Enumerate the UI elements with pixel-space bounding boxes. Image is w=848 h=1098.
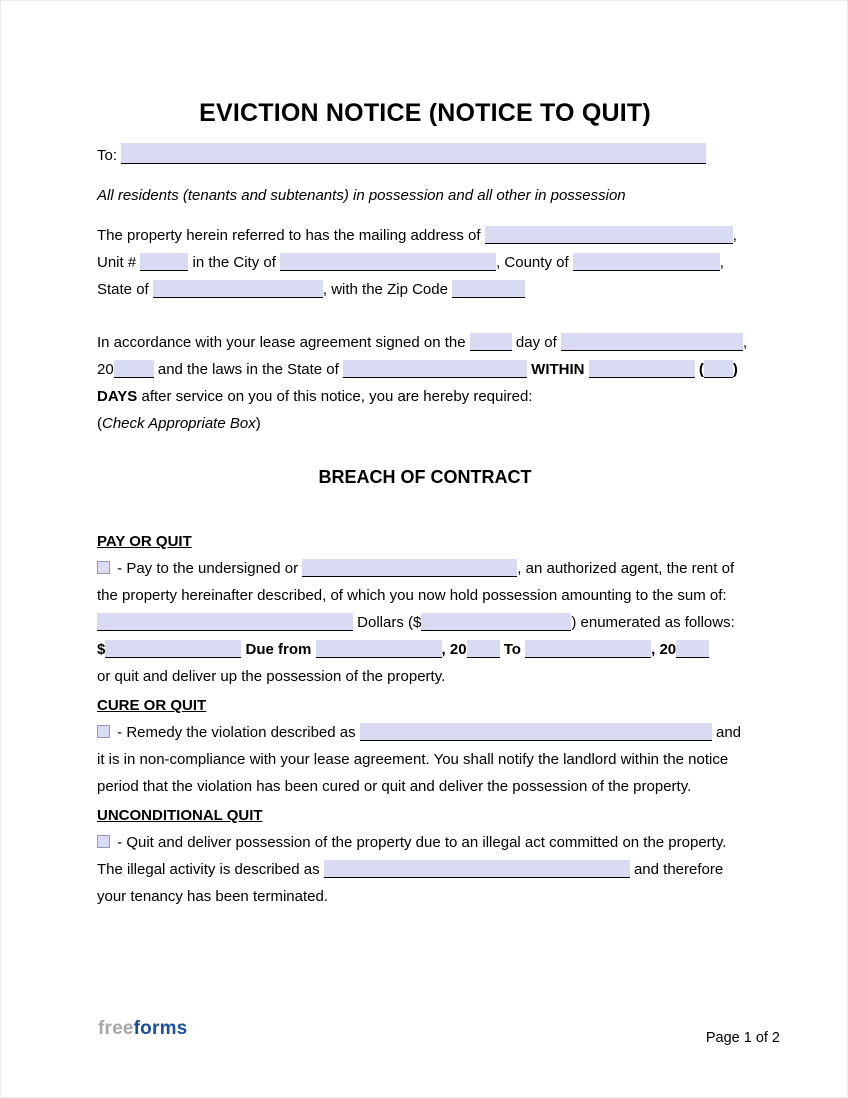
- amount-number-field[interactable]: [421, 613, 571, 631]
- document-content: [97, 1, 753, 910]
- brand-free-text: free: [98, 1018, 134, 1039]
- cure-or-quit-checkbox[interactable]: [97, 725, 110, 738]
- pay-text-1: - Pay to the undersigned or: [117, 560, 299, 577]
- lease-text-2: and the laws in the State of: [157, 361, 339, 378]
- illegal-activity-field[interactable]: [324, 860, 630, 878]
- property-paragraph: [97, 222, 753, 303]
- unconditional-line-1: [97, 829, 753, 856]
- property-comma-1: ,: [732, 227, 737, 244]
- lease-line-3: [97, 383, 753, 410]
- unconditional-quit-checkbox[interactable]: [97, 835, 110, 848]
- unconditional-line-3: your tenancy has been terminated.: [97, 888, 328, 905]
- signed-month-field[interactable]: [561, 333, 743, 351]
- year-prefix: 20: [97, 361, 114, 378]
- cure-line-3: period that the violation has been cured or quit and deliver the possession of the property.: [97, 778, 692, 795]
- pay-or-quit-checkbox[interactable]: [97, 561, 110, 574]
- days-label: DAYS: [97, 388, 138, 405]
- zip-field[interactable]: [452, 280, 525, 298]
- cure-line-1: [97, 719, 753, 746]
- lease-line-1: [97, 329, 753, 356]
- property-line-3: [97, 276, 753, 303]
- within-days-number-field[interactable]: [704, 360, 733, 378]
- page-title: EVICTION NOTICE (NOTICE TO QUIT): [199, 99, 651, 127]
- due-to-date-field[interactable]: [525, 640, 651, 658]
- city-field[interactable]: [280, 253, 496, 271]
- pay-line-2: the property hereinafter described, of which you now hold possession amounting to the sum of:: [97, 587, 727, 604]
- cure-or-quit-heading: [97, 692, 753, 719]
- pay-line-1: [97, 555, 753, 582]
- lease-line-2: [97, 356, 753, 383]
- note-paren-close: ): [255, 415, 261, 432]
- zip-label: , with the Zip Code: [322, 281, 448, 298]
- dollar-sign: $: [97, 641, 106, 658]
- state-field[interactable]: [153, 280, 323, 298]
- lease-comma-1: ,: [742, 334, 748, 351]
- unconditional-line-2: [97, 856, 753, 883]
- cure-line-2: it is in non-compliance with your lease agreement. You shall notify the landlord within the notice: [97, 751, 729, 768]
- property-comma-2: ,: [719, 254, 724, 271]
- cure-text-2: and: [715, 724, 742, 741]
- unconditional-quit-paragraph: [97, 829, 753, 910]
- enumerated-label: ) enumerated as follows:: [571, 614, 735, 631]
- cure-text-1: - Remedy the violation described as: [117, 724, 356, 741]
- violation-description-field[interactable]: [360, 723, 712, 741]
- pay-line-5: or quit and deliver up the possession of the property.: [97, 668, 446, 685]
- mailing-address-field[interactable]: [485, 226, 733, 244]
- due-from-label: Due from: [245, 641, 312, 658]
- due-from-year-field[interactable]: [467, 640, 500, 658]
- brand-forms-text: forms: [133, 1018, 188, 1039]
- pay-line-3: [97, 609, 753, 636]
- county-label: , County of: [496, 254, 569, 271]
- unit-label: Unit #: [97, 254, 137, 271]
- pay-or-quit-heading: [97, 528, 753, 555]
- freeforms-logo: [98, 1018, 187, 1040]
- county-field[interactable]: [573, 253, 720, 271]
- due-from-year-prefix: , 20: [441, 641, 467, 658]
- signed-day-field[interactable]: [470, 333, 512, 351]
- signed-year-field[interactable]: [114, 360, 154, 378]
- to-field[interactable]: [121, 143, 706, 164]
- agent-name-field[interactable]: [302, 559, 517, 577]
- page-number: Page 1 of 2: [705, 1030, 780, 1046]
- cure-or-quit-heading-text: CURE OR QUIT: [97, 697, 207, 714]
- paren-open: (: [698, 361, 704, 378]
- breach-of-contract-heading: BREACH OF CONTRACT: [318, 467, 532, 487]
- rent-amount-field[interactable]: [105, 640, 241, 658]
- unit-field[interactable]: [140, 253, 188, 271]
- check-box-note: [97, 410, 753, 437]
- illegal-activity-label: The illegal activity is described as: [97, 861, 320, 878]
- paren-close: ): [732, 361, 738, 378]
- due-to-year-field[interactable]: [676, 640, 709, 658]
- within-label: WITHIN: [531, 361, 585, 378]
- property-line-2: [97, 249, 753, 276]
- due-from-date-field[interactable]: [316, 640, 442, 658]
- to-label-bold: To: [503, 641, 521, 658]
- unconditional-quit-heading-text: UNCONDITIONAL QUIT: [97, 807, 263, 824]
- within-days-word-field[interactable]: [589, 360, 695, 378]
- day-of-label: day of: [515, 334, 557, 351]
- to-label: To:: [97, 147, 118, 164]
- due-to-year-prefix: , 20: [651, 641, 677, 658]
- property-text-1: The property herein referred to has the mailing address of: [97, 227, 481, 244]
- amount-words-field[interactable]: [97, 613, 353, 631]
- unconditional-text-1: - Quit and deliver possession of the property due to an illegal act committed on the property.: [117, 834, 727, 851]
- pay-or-quit-heading-text: PAY OR QUIT: [97, 533, 192, 550]
- state-label: State of: [97, 281, 149, 298]
- lease-text-3: after service on you of this notice, you are hereby required:: [141, 388, 533, 405]
- pay-or-quit-paragraph: [97, 555, 753, 690]
- lease-text-1: In accordance with your lease agreement signed on the: [97, 334, 466, 351]
- to-line: [97, 143, 753, 168]
- unconditional-text-2: and therefore: [633, 861, 724, 878]
- pay-line-4: [97, 636, 753, 663]
- cure-or-quit-paragraph: [97, 719, 753, 800]
- note-paren-open: (: [97, 415, 102, 432]
- city-label: in the City of: [192, 254, 276, 271]
- pay-text-2: , an authorized agent, the rent of: [517, 560, 735, 577]
- lease-paragraph: [97, 329, 753, 437]
- recipients-note: All residents (tenants and subtenants) in possession and all other in possession: [97, 187, 626, 204]
- property-line-1: [97, 222, 753, 249]
- dollars-label: Dollars ($: [357, 614, 422, 631]
- law-state-field[interactable]: [343, 360, 527, 378]
- unconditional-quit-heading: [97, 802, 753, 829]
- note-text: Check Appropriate Box: [102, 415, 256, 432]
